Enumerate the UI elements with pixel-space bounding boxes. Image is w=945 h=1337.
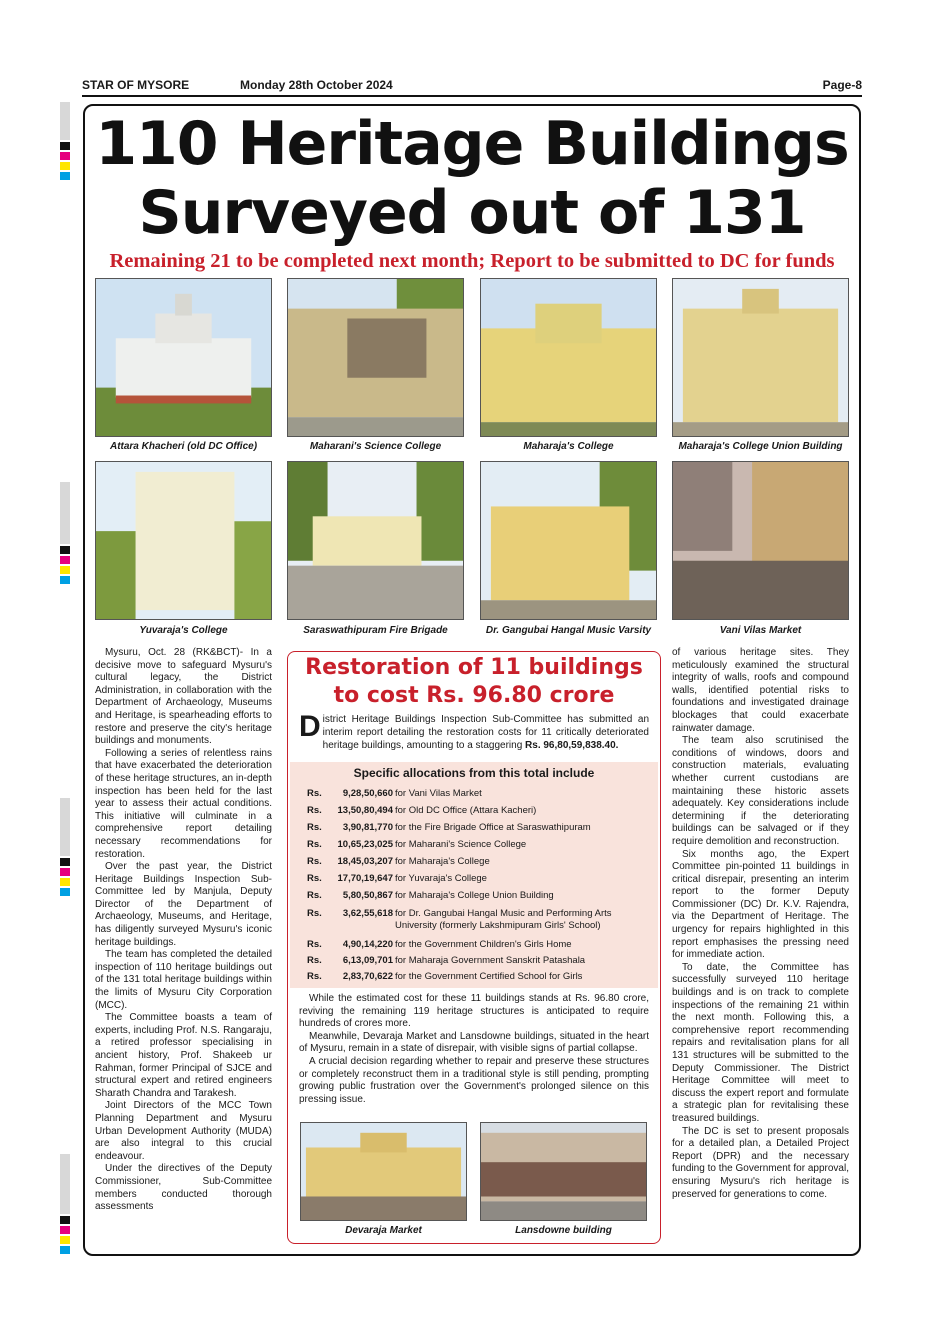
allocation-amount: 10,65,23,025 (337, 839, 393, 850)
box-intro-total: Rs. 96,80,59,838.40. (525, 740, 619, 751)
drop-cap: D (299, 710, 321, 743)
right-column (672, 647, 849, 1201)
photo-devaraja-market (300, 1122, 467, 1221)
allocation-amount: 18,45,03,207 (337, 856, 393, 867)
allocation-purpose: for the Fire Brigade Office at Saraswathipuram (395, 822, 591, 833)
allocation-purpose: for Maharaja Government Sanskrit Patashala (395, 955, 586, 966)
paragraph: Mysuru, Oct. 28 (RK&BCT)- In a decisive move to safeguard Mysuru's cultural legacy, the District Administration, in collaboration with the Department of Archaeology, Museums and Heritage, is spearheading efforts to restore and preserve the city's heritage buildings and monuments. (95, 647, 272, 747)
allocation-purpose: for the Government Children's Girls Home (395, 939, 572, 950)
registration-swatch-magenta (60, 1226, 70, 1234)
box-intro (299, 710, 649, 752)
paragraph: Joint Directors of the MCC Town Planning Department and Mysuru Urban Development Authority (MUDA) are also integral to this crucial endeavour. (95, 1100, 272, 1162)
caption-yuvarajas-college: Yuvaraja's College (139, 625, 228, 636)
registration-bar (60, 798, 70, 856)
registration-swatch-yellow (60, 566, 70, 574)
newspaper-name: STAR OF MYSORE (82, 78, 190, 92)
registration-swatch-cyan (60, 1246, 70, 1254)
allocation-purpose: for Maharani's Science College (395, 839, 527, 850)
allocation-amount: 2,83,70,622 (342, 971, 393, 982)
left-column (95, 647, 272, 1214)
box-body (299, 993, 649, 1106)
registration-swatch-yellow (60, 878, 70, 886)
allocation-amount: 3,62,55,618 (342, 908, 393, 919)
paragraph: Meanwhile, Devaraja Market and Lansdowne buildings, situated in the heart of Mysuru, remain in a state of disrepair, with visible signs of partial collapse. (299, 1030, 649, 1055)
allocation-amount: 9,28,50,660 (342, 788, 393, 799)
allocation-rs: Rs. (307, 955, 322, 966)
allocation-rs: Rs. (307, 822, 322, 833)
allocations-heading: Specific allocations from this total include (353, 766, 595, 780)
photo-vani-vilas-market (672, 461, 849, 620)
allocation-amount: 3,90,81,770 (342, 822, 393, 833)
allocation-rs: Rs. (307, 839, 322, 850)
page-number: Page-8 (822, 78, 862, 92)
allocation-rs: Rs. (307, 788, 322, 799)
registration-swatch-magenta (60, 556, 70, 564)
paragraph: A crucial decision regarding whether to repair and preserve these structures or completely reconstruct them in a traditional style is still pending, prompting growing public frustration over the Government's prolonged silence on this pressing issue. (299, 1055, 649, 1105)
allocation-amount: 5,80,50,867 (342, 890, 393, 901)
photo-gangubai-hangal-music-varsity (480, 461, 657, 620)
headline-line-2: Surveyed out of 131 (138, 178, 806, 248)
allocation-amount: 17,70,19,647 (337, 873, 393, 884)
registration-swatch-black (60, 142, 70, 150)
caption-lansdowne-building: Lansdowne building (515, 1225, 612, 1236)
paragraph: The team has completed the detailed inspection of 110 heritage buildings out of the 131 total heritage buildings within the limits of Mysuru City Corporation (MCC). (95, 949, 272, 1011)
registration-swatch-black (60, 546, 70, 554)
paragraph: of various heritage sites. They meticulously examined the structural integrity of walls, roofs and compound walls, identified potential risks to foundations and investigated drainage blockages that could exacerbate rainwater damage. (672, 647, 849, 734)
allocation-rs: Rs. (307, 805, 322, 816)
allocation-amount: 6,13,09,701 (342, 955, 393, 966)
registration-swatch-magenta (60, 152, 70, 160)
paragraph: While the estimated cost for these 11 buildings stands at Rs. 96.80 crore, reviving the remaining 119 heritage structures is anticipated to require hundreds of crores more. (299, 993, 649, 1030)
photo-lansdowne-building (480, 1122, 647, 1221)
allocation-amount: 4,90,14,220 (342, 939, 393, 950)
photo-yuvarajas-college (95, 461, 272, 620)
caption-devaraja-market: Devaraja Market (345, 1225, 422, 1236)
caption-maharanis-science-college: Maharani's Science College (309, 441, 442, 452)
registration-swatch-black (60, 1216, 70, 1224)
paragraph: The DC is set to present proposals for a detailed plan, a Detailed Project Report (DPR) and the necessary funding to the Government for approval, ensuring Mysuru's rich heritage is preserved for generations to come. (672, 1125, 849, 1200)
allocation-rs: Rs. (307, 873, 322, 884)
issue-date: Monday 28th October 2024 (240, 78, 393, 92)
allocation-rs: Rs. (307, 971, 322, 982)
registration-bar (60, 1154, 70, 1214)
registration-swatch-cyan (60, 576, 70, 584)
paragraph: Following a series of relentless rains that have exacerbated the deterioration of these heritage structures, an in-depth inspection has been held for the last year to assess their actual conditions. This initiative will culminate in a comprehensive report detailing necessary recommendations for restoration. (95, 747, 272, 860)
allocation-purpose: for Old DC Office (Attara Kacheri) (395, 805, 537, 816)
photo-saraswathipuram-fire-brigade (287, 461, 464, 620)
paragraph: The team also scrutinised the conditions of windows, doors and construction materials, evaluating whether current custodians are maintaining these historic assets adequately. Key considerations include determining if the deteriorating buildings can be salvaged or if they require demolition and reconstruction. (672, 735, 849, 847)
allocation-rs: Rs. (307, 890, 322, 901)
photo-maharanis-science-college (287, 278, 464, 437)
photo-attara-khacheri (95, 278, 272, 437)
paragraph: Six months ago, the Expert Committee pin-pointed 11 buildings in critical disrepair, presenting an interim report to the former Deputy Commissioner (DC) Dr. K.V. Rajendra, via the Department of Heritage. The urgency for repairs highlighted in this report emphasises the pressing need for immediate action. (672, 848, 849, 961)
registration-bar (60, 102, 70, 140)
headline-line-1: 110 Heritage Buildings (95, 109, 849, 179)
registration-swatch-yellow (60, 162, 70, 170)
paragraph: Under the directives of the Deputy Commissioner, Sub-Committee members conducted thorough assessments (95, 1163, 272, 1213)
header-rule (82, 95, 862, 97)
caption-saraswathipuram-fire-brigade: Saraswathipuram Fire Brigade (303, 625, 448, 636)
allocation-rs: Rs. (307, 856, 322, 867)
box-title-line-1: Restoration of 11 buildings (305, 655, 643, 680)
registration-swatch-yellow (60, 1236, 70, 1244)
box-intro-text: istrict Heritage Buildings Inspection Sub-Committee has submitted an interim report detailing the restoration costs for 11 critically deteriorated heritage buildings, amounting to a staggering (322, 714, 649, 751)
photo-maharajas-college-union-building (672, 278, 849, 437)
allocation-purpose: for Vani Vilas Market (395, 788, 482, 799)
paragraph: Over the past year, the District Heritage Buildings Inspection Sub-Committee led by Manjula, Deputy Director of the Department of Archaeology, Museums, and Heritage, has diligently surveyed Mysuru's iconic heritage buildings. (95, 861, 272, 948)
allocation-rs: Rs. (307, 908, 322, 919)
box-title-line-2: to cost Rs. 96.80 crore (333, 683, 615, 708)
paragraph: The Committee boasts a team of experts, including Prof. N.S. Rangaraju, a retired professor specialising in ancient history, Prof. Shakeeb ur Rahman, former Principal of SJCE and structural expert and retired engineers Sharath Chandra and Tarakesh. (95, 1012, 272, 1099)
caption-maharajas-college-union-building: Maharaja's College Union Building (678, 441, 843, 452)
box-title (290, 654, 658, 710)
allocation-purpose: for Dr. Gangubai Hangal Music and Performing Arts University (formerly Lakshmipuram Girls' School) (395, 908, 612, 931)
registration-swatch-cyan (60, 172, 70, 180)
registration-swatch-cyan (60, 888, 70, 896)
caption-maharajas-college: Maharaja's College (523, 441, 614, 452)
registration-swatch-magenta (60, 868, 70, 876)
caption-attara-khacheri: Attara Khacheri (old DC Office) (109, 441, 258, 452)
allocation-purpose: for Maharaja's College (395, 856, 490, 867)
allocation-purpose: for the Government Certified School for Girls (395, 971, 583, 982)
subheadline: Remaining 21 to be completed next month; Report to be submitted to DC for funds (109, 250, 835, 272)
allocation-purpose: for Yuvaraja's College (395, 873, 487, 884)
allocation-rs: Rs. (307, 939, 322, 950)
caption-vani-vilas-market: Vani Vilas Market (719, 625, 802, 636)
page-header (82, 78, 862, 94)
allocation-amount: 13,50,80,494 (337, 805, 393, 816)
caption-gangubai-hangal-music-varsity: Dr. Gangubai Hangal Music Varsity (485, 625, 652, 636)
allocation-purpose: for Maharaja's College Union Building (395, 890, 554, 901)
paragraph: To date, the Committee has successfully surveyed 110 heritage buildings and is on track to complete inspections of the remaining 21 within the next month. Following this, a comprehensive report recommending repairs and revitalisation plans for all 131 structures will be submitted to the Deputy Commissioner. The District Heritage Committee will meet to discuss the expert report and formulate a strategic plan for revitalising these treasured buildings. (672, 961, 849, 1124)
registration-swatch-black (60, 858, 70, 866)
registration-bar (60, 482, 70, 544)
photo-maharajas-college (480, 278, 657, 437)
